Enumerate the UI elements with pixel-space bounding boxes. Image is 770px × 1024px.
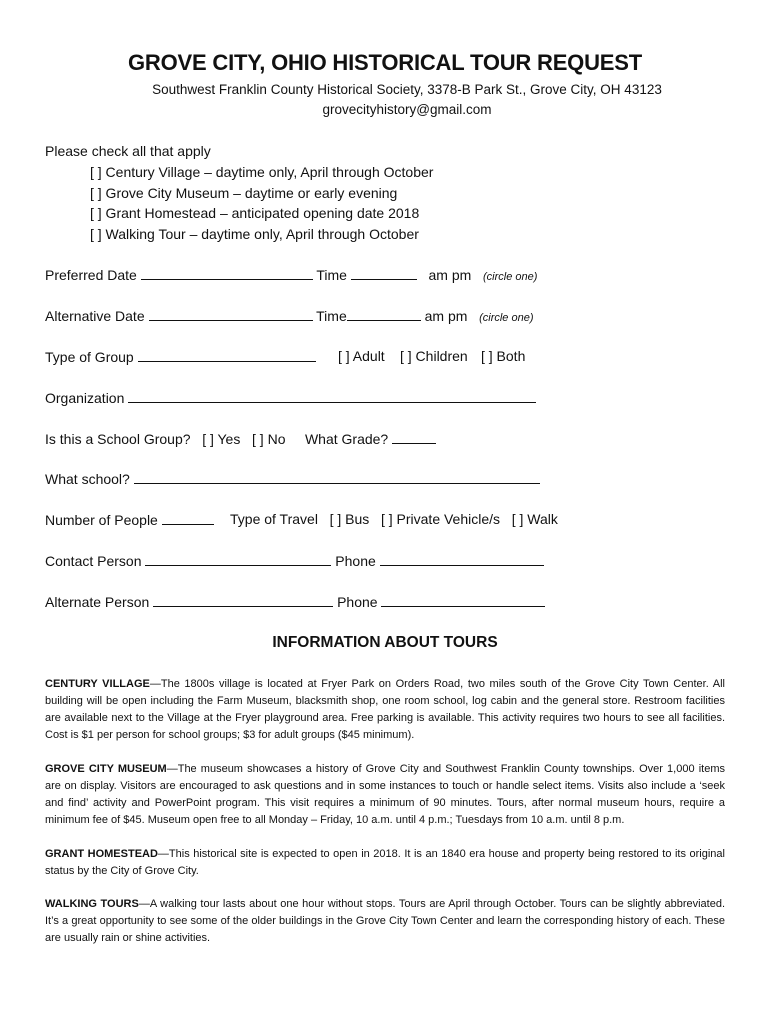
checkbox-children[interactable]: [ ] Children <box>400 348 468 364</box>
type-of-travel-row <box>230 511 558 527</box>
what-grade-label: What Grade? <box>304 431 389 447</box>
checkbox-private-vehicle[interactable]: [ ] Private Vehicle/s <box>380 511 501 527</box>
type-of-group-row <box>45 348 316 365</box>
walking-info <box>45 896 725 947</box>
number-of-people-label: Number of People <box>45 512 158 528</box>
alternate-person-row <box>45 593 545 610</box>
alternative-date-row <box>45 307 534 324</box>
organization-field[interactable] <box>128 389 536 403</box>
checkbox-school-yes[interactable]: [ ] Yes <box>202 431 241 447</box>
checkbox-walk[interactable]: [ ] Walk <box>511 511 558 527</box>
century-village-text: —The 1800s village is located at Fryer Park on Orders Road, two miles south of the Grove City Town Center. All building will be open including the Farm Museum, blacksmith shop, one room school, log cabin and the general store. Restroom facilities are available next to the Village at the Fryer playground area. Free parking is available. This activity requires two hours to see all facilities. Cost is $1 per person for school groups; $3 for adult groups ($45 minimum). <box>45 678 725 741</box>
preferred-time-field[interactable] <box>351 266 417 280</box>
museum-info <box>45 761 725 829</box>
type-of-group-label: Type of Group <box>45 349 134 365</box>
school-group-label: Is this a School Group? <box>45 431 191 447</box>
checkbox-century-village[interactable]: [ ] Century Village – daytime only, April through October <box>90 164 434 180</box>
contact-person-field[interactable] <box>145 552 331 566</box>
walking-name: WALKING TOURS <box>45 898 139 910</box>
type-of-travel-label: Type of Travel <box>230 511 318 527</box>
what-grade-field[interactable] <box>392 430 436 444</box>
what-school-row <box>45 470 540 487</box>
alternate-phone-label: Phone <box>337 594 378 610</box>
contact-person-row <box>45 552 544 569</box>
alternative-time-field[interactable] <box>347 307 421 321</box>
century-village-name: CENTURY VILLAGE <box>45 678 150 690</box>
alternative-date-label: Alternative Date <box>45 308 145 324</box>
preferred-circle-one: (circle one) <box>482 271 538 283</box>
type-of-group-field[interactable] <box>138 348 316 362</box>
organization-row <box>45 389 536 406</box>
checkbox-adult[interactable]: [ ] Adult <box>338 348 385 364</box>
museum-text: —The museum showcases a history of Grove City and Southwest Franklin County townships. Over 1,000 items are on display. Visitors are encouraged to ask questions and in some instances to touch or handle select items. Visits also include a ‘seek and find’ activity and PowerPoint program. This visit requires a minimum of 90 minutes. Tours, after normal museum hours, require a minimum fee of $45. Museum open free to all Monday – Friday, 10 a.m. until 4 p.m.; Tuesdays from 10 a.m. until 8 p.m. <box>45 763 725 826</box>
walking-text: —A walking tour lasts about one hour without stops. Tours are April through October. Tours can be slightly abbreviated. It’s a great opportunity to see some of the older buildings in the Grove City Town Center and learn the corresponding history of each. These are usually rain or shine activities. <box>45 898 726 944</box>
museum-name: GROVE CITY MUSEUM <box>45 763 167 775</box>
society-address: Southwest Franklin County Historical Society, 3378-B Park St., Grove City, OH 43123 <box>152 82 662 97</box>
alternative-ampm[interactable]: am pm <box>424 308 468 324</box>
homestead-name: GRANT HOMESTEAD <box>45 848 158 860</box>
alternative-circle-one: (circle one) <box>479 312 534 324</box>
checkbox-bus[interactable]: [ ] Bus <box>329 511 370 527</box>
century-village-info <box>45 676 725 744</box>
school-group-row <box>45 430 436 447</box>
info-heading: INFORMATION ABOUT TOURS <box>272 634 498 651</box>
alternative-time-label: Time <box>316 308 347 324</box>
preferred-date-label: Preferred Date <box>45 267 137 283</box>
preferred-date-row <box>45 266 537 283</box>
homestead-text: —This historical site is expected to open in 2018. It is an 1840 era house and property being restored to its original status by the City of Grove City. <box>45 848 725 877</box>
what-school-field[interactable] <box>134 470 540 484</box>
organization-label: Organization <box>45 390 125 406</box>
alternate-person-field[interactable] <box>153 593 333 607</box>
checkbox-school-no[interactable]: [ ] No <box>252 431 286 447</box>
homestead-info <box>45 846 725 880</box>
contact-phone-field[interactable] <box>380 552 544 566</box>
what-school-label: What school? <box>45 471 130 487</box>
checkbox-grant-homestead[interactable]: [ ] Grant Homestead – anticipated opening date 2018 <box>90 205 420 221</box>
number-of-people-field[interactable] <box>162 511 214 525</box>
checkbox-grove-city-museum[interactable]: [ ] Grove City Museum – daytime or early evening <box>90 185 398 201</box>
society-email[interactable]: grovecityhistory@gmail.com <box>322 102 492 117</box>
checkbox-both[interactable]: [ ] Both <box>481 348 526 364</box>
preferred-date-field[interactable] <box>141 266 313 280</box>
alternative-date-field[interactable] <box>149 307 313 321</box>
page-title: GROVE CITY, OHIO HISTORICAL TOUR REQUEST <box>128 50 642 75</box>
checklist-prompt: Please check all that apply <box>45 143 211 159</box>
preferred-time-label: Time <box>316 267 347 283</box>
number-of-people-row <box>45 511 214 528</box>
contact-person-label: Contact Person <box>45 553 142 569</box>
preferred-ampm[interactable]: am pm <box>428 267 472 283</box>
alternate-phone-field[interactable] <box>381 593 545 607</box>
contact-phone-label: Phone <box>335 553 376 569</box>
checkbox-walking-tour[interactable]: [ ] Walking Tour – daytime only, April through October <box>90 226 419 242</box>
alternate-person-label: Alternate Person <box>45 594 150 610</box>
